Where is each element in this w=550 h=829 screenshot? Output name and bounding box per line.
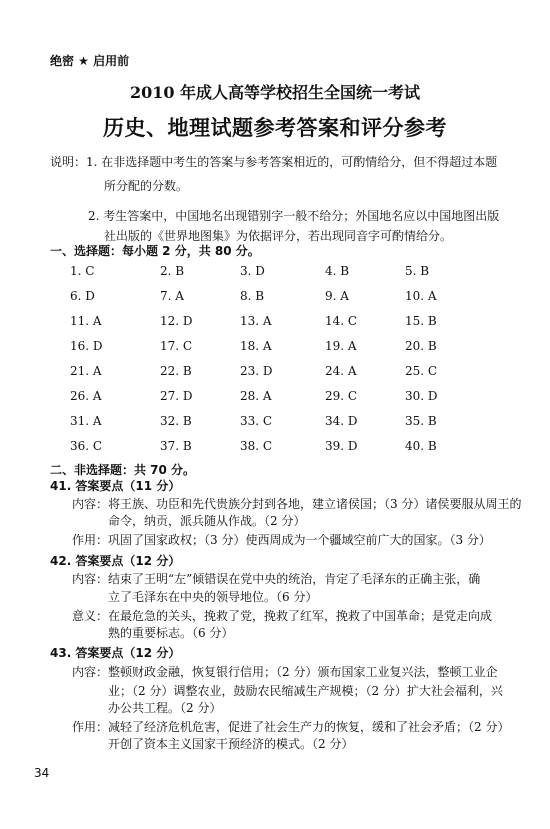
- answer-row: [70, 264, 450, 289]
- q43-heading: 43. 答案要点（12 分）: [50, 646, 181, 660]
- answer-cell: 2. B: [160, 264, 185, 278]
- answer-cell: 40. B: [405, 439, 437, 453]
- q41-role: 作用：巩固了国家政权；（3 分）使西周成为一个疆域空前广大的国家。（3 分）: [72, 533, 491, 547]
- q42-content-line1: 内容：结束了王明“左”倾错误在党中央的统治，肯定了毛泽东的正确主张，确: [72, 572, 481, 586]
- answer-cell: 28. A: [240, 389, 272, 403]
- section2-heading: 二、非选择题：共 70 分。: [50, 463, 196, 477]
- answer-cell: 21. A: [70, 364, 102, 378]
- answer-cell: 7. A: [160, 289, 184, 303]
- answer-row: [70, 314, 450, 339]
- exam-title: 2010 年成人高等学校招生全国统一考试: [129, 83, 421, 102]
- answer-cell: 26. A: [70, 389, 102, 403]
- answer-cell: 34. D: [325, 414, 358, 428]
- answer-cell: 33. C: [240, 414, 273, 428]
- document-title: 历史、地理试题参考答案和评分参考: [103, 115, 447, 140]
- answer-cell: 25. C: [405, 364, 438, 378]
- q43-role-line1: 作用：减轻了经济危机危害，促进了社会生产力的恢复，缓和了社会矛盾；（2 分）: [72, 720, 510, 734]
- answer-cell: 32. B: [160, 414, 192, 428]
- answer-cell: 29. C: [325, 389, 358, 403]
- note-2: 2. 考生答案中，中国地名出现错别字一般不给分；外国地名应以中国地图出版: [88, 209, 500, 223]
- page-number: 34: [34, 766, 50, 780]
- note-1: 说明：1. 在非选择题中考生的答案与参考答案相近的，可酌情给分，但不得超过本题: [50, 155, 498, 169]
- answer-cell: 6. D: [70, 289, 95, 303]
- answer-cell: 3. D: [240, 264, 265, 278]
- answer-cell: 31. A: [70, 414, 102, 428]
- answer-cell: 30. D: [405, 389, 438, 403]
- answer-row: [70, 289, 450, 314]
- answer-cell: 37. B: [160, 439, 192, 453]
- answer-cell: 5. B: [405, 264, 430, 278]
- answer-row: [70, 414, 450, 439]
- answer-cell: 18. A: [240, 339, 272, 353]
- q42-meaning-line2: 熟的重要标志。（6 分）: [108, 626, 234, 640]
- answer-cell: 27. D: [160, 389, 193, 403]
- answer-cell: 1. C: [70, 264, 95, 278]
- answer-cell: 10. A: [405, 289, 437, 303]
- answer-cell: 39. D: [325, 439, 358, 453]
- answer-cell: 12. D: [160, 314, 193, 328]
- answer-cell: 8. B: [240, 289, 265, 303]
- answer-row: [70, 389, 450, 414]
- note-1-cont: 所分配的分数。: [104, 179, 189, 193]
- answer-cell: 13. A: [240, 314, 272, 328]
- answer-cell: 38. C: [240, 439, 273, 453]
- q43-content-line2: 业；（2 分）调整农业，鼓励农民缩减生产规模；（2 分）扩大社会福利，兴: [108, 684, 503, 698]
- q42-meaning-line1: 意义：在最危急的关头，挽救了党，挽救了红军，挽救了中国革命；是党走向成: [72, 609, 493, 623]
- secret-label: 绝密 ★ 启用前: [50, 54, 130, 68]
- answer-cell: 23. D: [240, 364, 273, 378]
- q41-heading: 41. 答案要点（11 分）: [50, 479, 181, 493]
- answer-cell: 4. B: [325, 264, 350, 278]
- answer-cell: 14. C: [325, 314, 358, 328]
- answer-cell: 35. B: [405, 414, 437, 428]
- q43-content-line1: 内容：整顿财政金融，恢复银行信用；（2 分）颁布国家工业复兴法，整顿工业企: [72, 665, 498, 679]
- answer-cell: 20. B: [405, 339, 437, 353]
- answer-cell: 16. D: [70, 339, 103, 353]
- choice-answer-grid: [70, 264, 450, 464]
- q43-content-line3: 办公共工程。（2 分）: [108, 701, 222, 715]
- answer-cell: 15. B: [405, 314, 437, 328]
- answer-cell: 17. C: [160, 339, 193, 353]
- answer-cell: 36. C: [70, 439, 103, 453]
- answer-cell: 24. A: [325, 364, 357, 378]
- q41-content-line1: 内容：将王族、功臣和先代贵族分封到各地，建立诸侯国；（3 分）诸侯要服从周王的: [72, 497, 522, 511]
- answer-cell: 22. B: [160, 364, 192, 378]
- section1-heading: 一、选择题：每小题 2 分，共 80 分。: [50, 244, 260, 258]
- answer-row: [70, 364, 450, 389]
- answer-row: [70, 339, 450, 364]
- q42-heading: 42. 答案要点（12 分）: [50, 554, 181, 568]
- note-2-cont: 社出版的《世界地图集》为依据评分，若出现同音字可酌情给分。: [104, 229, 453, 243]
- answer-cell: 11. A: [70, 314, 102, 328]
- q43-role-line2: 开创了资本主义国家干预经济的模式。（2 分）: [108, 737, 354, 751]
- answer-row: [70, 439, 450, 464]
- answer-cell: 9. A: [325, 289, 349, 303]
- q41-content-line2: 命令，纳贡，派兵随从作战。（2 分）: [108, 514, 306, 528]
- q42-content-line2: 立了毛泽东在中央的领导地位。（6 分）: [108, 590, 318, 604]
- answer-cell: 19. A: [325, 339, 357, 353]
